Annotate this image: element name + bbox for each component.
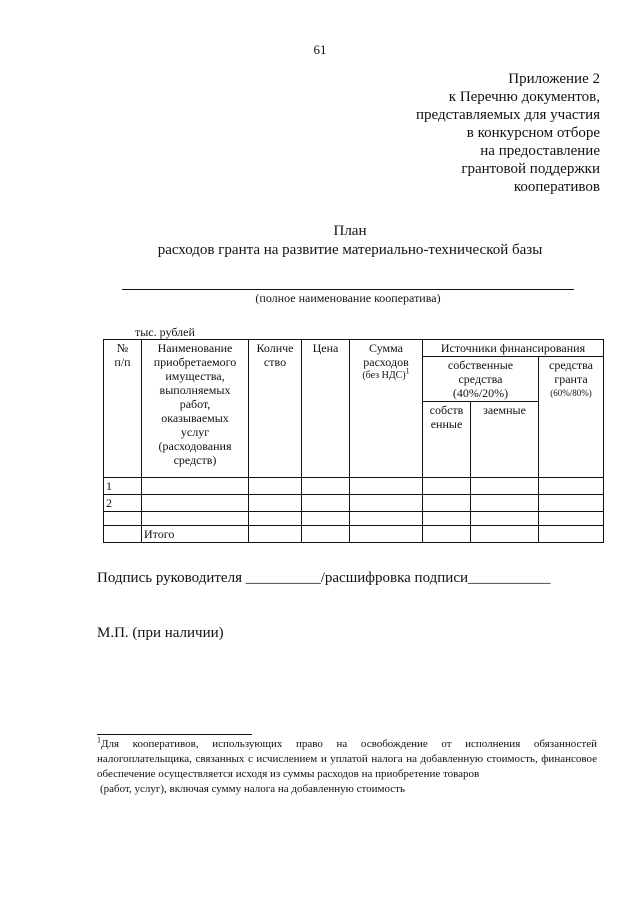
table-row: 1 — [104, 478, 604, 495]
footnote-number: 1 — [97, 735, 101, 745]
stamp-placeholder: М.П. (при наличии) — [97, 625, 224, 641]
appendix-line: к Перечню документов, — [448, 89, 600, 105]
appendix-line: представляемых для участия — [415, 107, 600, 123]
table-row — [104, 512, 604, 526]
table-row-total — [104, 526, 604, 543]
signature-line: Подпись руководителя __________/расшифровка подписи___________ — [97, 570, 551, 586]
appendix-header — [416, 70, 600, 196]
header-price: Цена — [302, 340, 350, 478]
header-borrowed: заемные — [471, 402, 539, 478]
cooperative-name-caption: (полное наименование кооператива) — [255, 291, 441, 305]
title-line-2: расходов гранта на развитие материально-технической базы — [157, 242, 543, 258]
header-name: Наименование приобретаемого имущества, выполняемых работ, оказываемых услуг (расходования средств) — [142, 340, 249, 478]
document-title — [0, 222, 640, 260]
page-number: 61 — [313, 42, 327, 57]
table-header-row — [104, 340, 604, 357]
appendix-line: в конкурсном отборе — [466, 125, 600, 141]
expense-plan-table — [103, 339, 604, 543]
cooperative-name-line — [122, 289, 574, 290]
footnote-last-line: (работ, услуг), включая сумму налога на добавленную стоимость — [100, 783, 405, 795]
footnote — [97, 737, 597, 797]
table-row: 2 — [104, 495, 604, 512]
appendix-line: на предоставление — [480, 143, 600, 159]
header-own-funds: собственные средства (40%/20%) — [423, 357, 539, 402]
header-quantity: Количе ство — [249, 340, 302, 478]
footnote-mark: 1 — [405, 366, 410, 376]
units-label: тыс. рублей — [135, 325, 195, 339]
appendix-line: грантовой поддержки — [461, 161, 600, 177]
footnote-separator — [97, 734, 252, 735]
title-line-1: План — [333, 223, 367, 239]
footnote-text: Для кооперативов, использующих право на освобождение от исполнения обязанностей налогоплательщика, связанных с исчислением и уплатой налога на добавленную стоимость, финансовое обеспечение осуществляется исходя из суммы расходов на приобретение товаров — [97, 738, 597, 780]
header-funding-sources: Источники финансирования — [423, 340, 604, 357]
header-sum: Сумма расходов (без НДС)$^1$ — [350, 340, 423, 478]
appendix-line: кооперативов — [513, 179, 600, 195]
header-grant-funds: средства гранта (60%/80%) — [539, 357, 604, 478]
total-label: Итого — [142, 526, 249, 543]
appendix-line: Приложение 2 — [508, 71, 600, 87]
header-num: № п/п — [104, 340, 142, 478]
header-own-sub: собств енные — [423, 402, 471, 478]
